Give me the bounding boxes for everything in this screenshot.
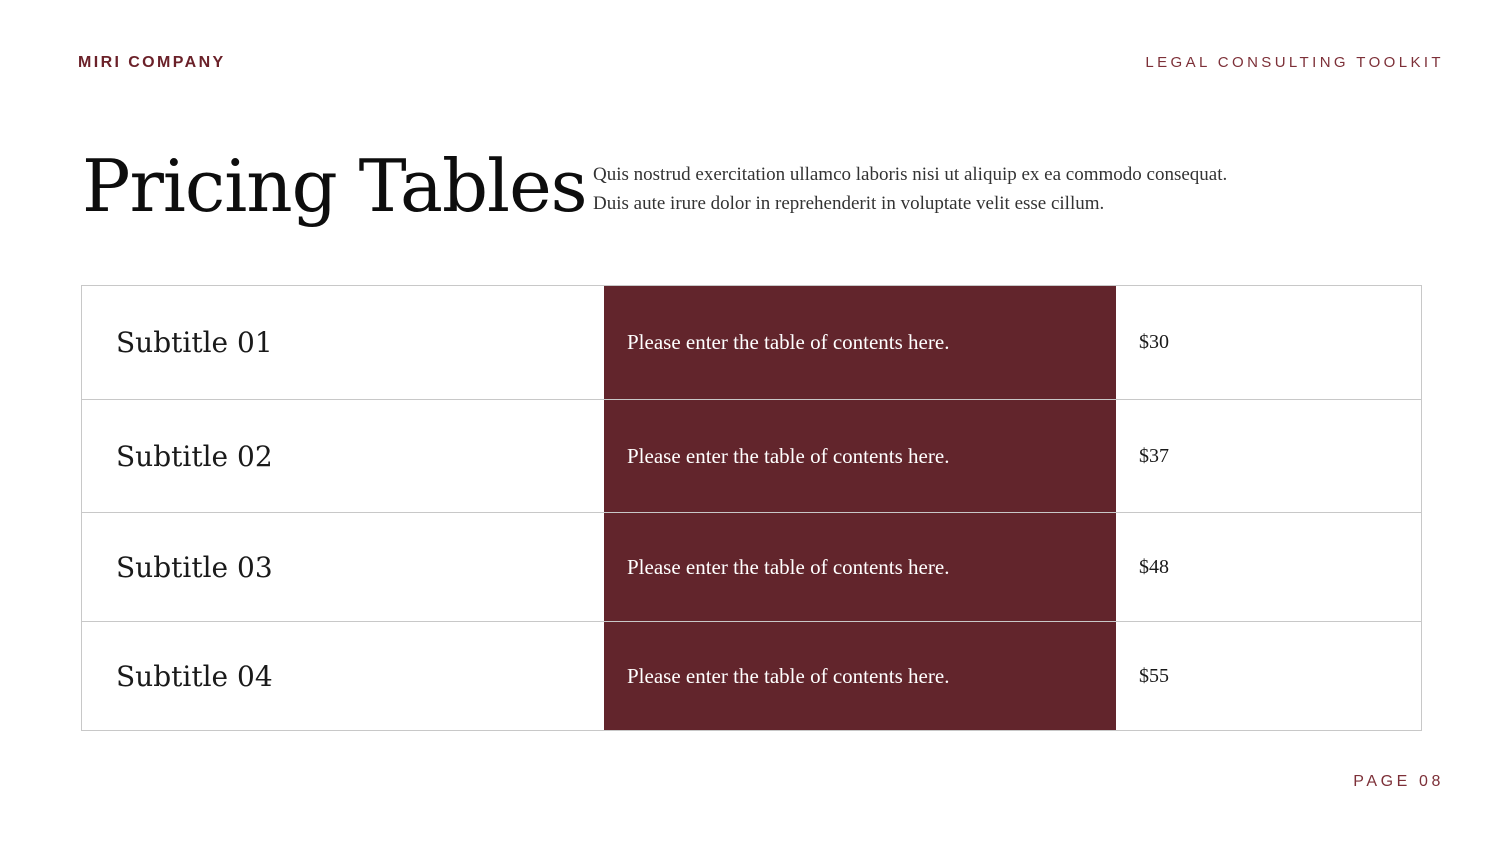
table-row bbox=[82, 621, 1421, 730]
toolkit-label: LEGAL CONSULTING TOOLKIT bbox=[1145, 54, 1444, 71]
row-price: $30 bbox=[1139, 331, 1169, 353]
table-row bbox=[82, 512, 1421, 621]
pricing-table bbox=[81, 285, 1422, 731]
row-subtitle: Subtitle 04 bbox=[116, 659, 273, 693]
brand-name: MIRI COMPANY bbox=[78, 54, 226, 71]
page-title: Pricing Tables bbox=[82, 144, 587, 228]
page-number: PAGE 08 bbox=[1353, 773, 1444, 790]
description-line-2: Duis aute irure dolor in reprehenderit in voluptate velit esse cillum. bbox=[593, 193, 1105, 214]
page-description bbox=[593, 160, 1293, 218]
table-row bbox=[82, 399, 1421, 512]
row-subtitle: Subtitle 02 bbox=[116, 439, 273, 473]
row-price: $48 bbox=[1139, 555, 1169, 578]
row-subtitle: Subtitle 03 bbox=[116, 550, 273, 584]
row-content: Please enter the table of contents here. bbox=[604, 400, 1116, 512]
row-subtitle: Subtitle 01 bbox=[116, 326, 273, 359]
row-price: $55 bbox=[1139, 664, 1169, 687]
row-content: Please enter the table of contents here. bbox=[604, 622, 1116, 730]
description-line-1: Quis nostrud exercitation ullamco laboris nisi ut aliquip ex ea commodo consequat. bbox=[593, 164, 1228, 185]
row-content: Please enter the table of contents here. bbox=[604, 286, 1116, 399]
row-content: Please enter the table of contents here. bbox=[604, 513, 1116, 621]
table-row bbox=[82, 286, 1421, 399]
row-price: $37 bbox=[1139, 444, 1169, 467]
